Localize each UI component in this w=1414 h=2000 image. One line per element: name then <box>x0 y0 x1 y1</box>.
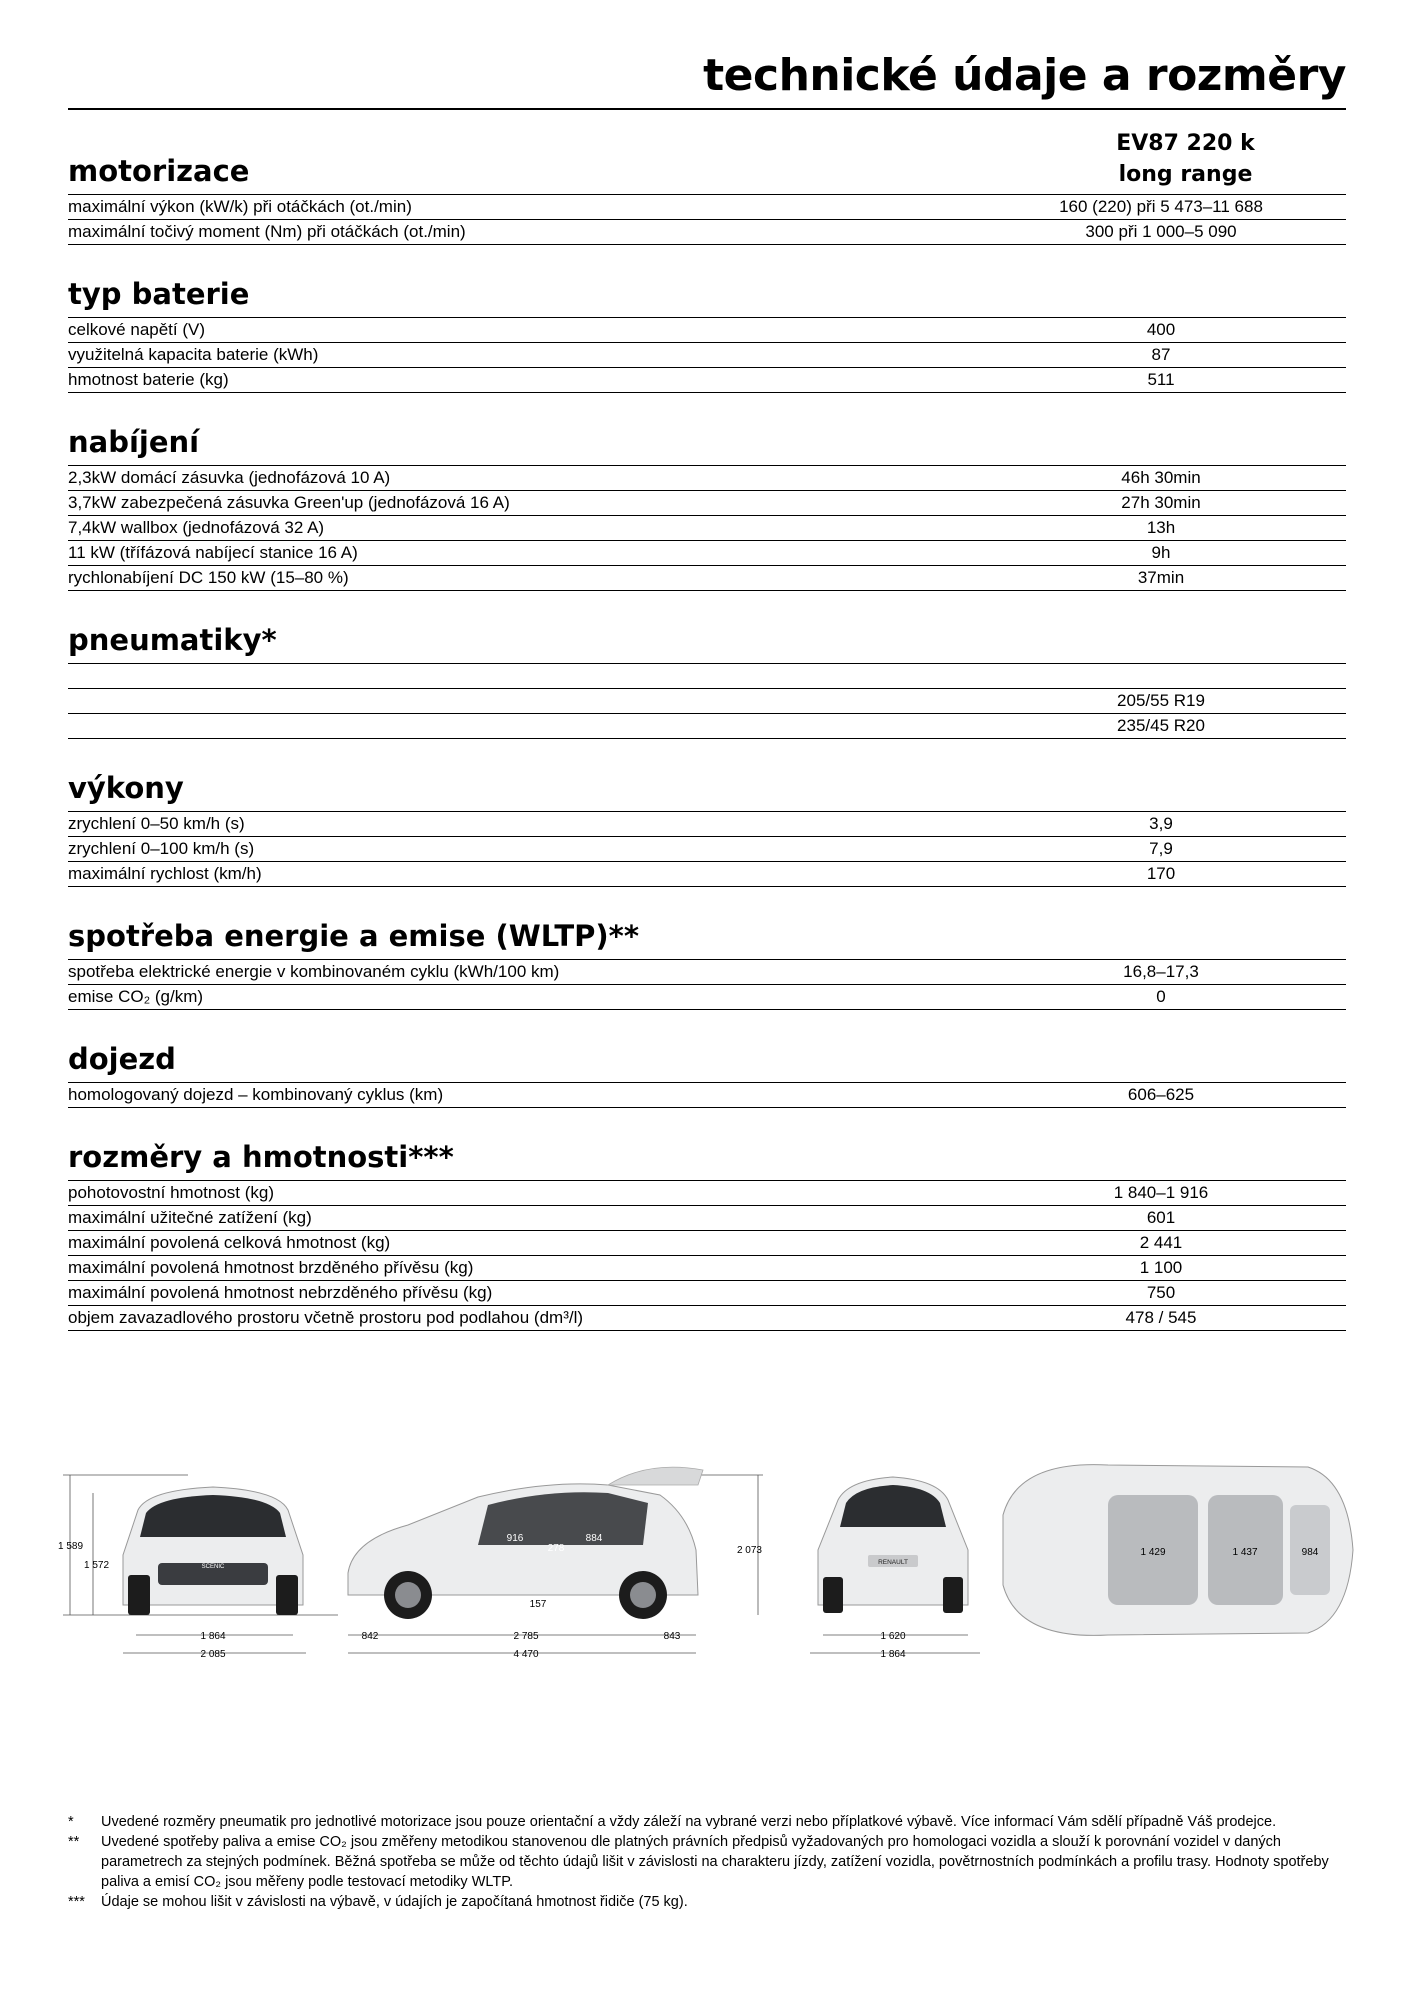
spec-label: spotřeba elektrické energie v kombinovaném cyklu (kWh/100 km) <box>68 962 560 981</box>
spec-value <box>1046 664 1276 688</box>
spec-table <box>68 1180 1346 1331</box>
spec-row <box>68 688 1346 713</box>
front-badge-label: SCENIC <box>201 1564 225 1570</box>
spec-value: 16,8–17,3 <box>1123 962 1199 981</box>
spec-label: pohotovostní hmotnost (kg) <box>68 1183 275 1202</box>
footnote-mark: ** <box>68 1834 80 1850</box>
side-view-car <box>348 1467 703 1619</box>
rear-badge-label: RENAULT <box>878 1559 908 1566</box>
footnote-mark: * <box>68 1814 74 1830</box>
model-header <box>1093 128 1278 190</box>
spec-value: 601 <box>1146 1208 1176 1227</box>
spec-row <box>68 1255 1346 1280</box>
section-title: typ baterie <box>68 277 250 311</box>
spec-label: emise CO₂ (g/km) <box>68 987 204 1006</box>
spec-value: 300 při 1 000–5 090 <box>1085 222 1237 241</box>
spec-label <box>68 664 1046 688</box>
title-divider <box>68 108 1346 110</box>
model-variant: long range <box>1118 162 1253 187</box>
tailgate-height-label: 2 073 <box>736 1545 762 1556</box>
spec-label <box>68 714 1046 738</box>
section-header <box>68 905 1346 959</box>
spec-row <box>68 540 1346 565</box>
footnote-text: Uvedené spotřeby paliva a emise CO₂ jsou změřeny metodikou stanovenou dle platných právních předpisů vyžadovaných pro homologaci vozidla a slouží k porovnání vozidel v daných parametrech za stejných podmínek. Běžná spotřeba se může od těchto údajů lišit v závislosti na charakteru jízdy, zatížení vozidla, povětrnostních podmínkách a profilu trasy. Hodnoty spotřeby paliva a emisí CO₂ jsou měřeny podle testovací metodiky WLTP. <box>101 1834 1329 1890</box>
spec-table <box>68 1082 1346 1108</box>
side-ground-clearance-label: 157 <box>529 1599 547 1610</box>
footnote <box>68 1892 1346 1912</box>
spec-section <box>68 1028 1346 1108</box>
top-rear-width-label: 1 437 <box>1232 1547 1258 1558</box>
spec-value: 160 (220) při 5 473–11 688 <box>1059 197 1263 216</box>
spec-value: 9h <box>1151 543 1171 562</box>
footnote <box>68 1832 1346 1892</box>
section-header <box>68 131 1346 194</box>
front-height-body-label: 1 572 <box>84 1560 110 1571</box>
spec-table <box>68 663 1346 739</box>
spec-value: 3,9 <box>1149 814 1173 833</box>
side-front-overhang-label: 842 <box>361 1631 379 1642</box>
spec-row <box>68 1181 1346 1205</box>
spec-section <box>68 757 1346 887</box>
spec-value: 0 <box>1156 987 1166 1006</box>
top-trunk-width-label: 984 <box>1301 1547 1319 1558</box>
section-title: spotřeba energie a emise (WLTP)** <box>68 919 640 953</box>
rear-width-label: 1 864 <box>880 1649 906 1660</box>
section-header <box>68 1126 1346 1180</box>
section-title: nabíjení <box>68 425 200 459</box>
spec-row <box>68 219 1346 244</box>
rear-track-label: 1 620 <box>880 1631 906 1642</box>
spec-row <box>68 836 1346 861</box>
section-header <box>68 609 1346 663</box>
spec-label: maximální výkon (kW/k) při otáčkách (ot./min) <box>68 197 412 216</box>
spec-value: 13h <box>1146 518 1176 537</box>
spec-row <box>68 1230 1346 1255</box>
footnote-mark: *** <box>68 1894 85 1910</box>
spec-value: 606–625 <box>1127 1085 1195 1104</box>
side-rear-overhang-label: 843 <box>663 1631 681 1642</box>
spec-label: 3,7kW zabezpečená zásuvka Green'up (jednofázová 16 A) <box>68 493 510 512</box>
spec-row <box>68 1305 1346 1330</box>
spec-label: maximální povolená hmotnost nebrzděného přívěsu (kg) <box>68 1283 493 1302</box>
spec-label: zrychlení 0–50 km/h (s) <box>68 814 245 833</box>
spec-row <box>68 713 1346 738</box>
section-header <box>68 1028 1346 1082</box>
spec-row <box>68 490 1346 515</box>
front-height-total-label: 1 589 <box>58 1541 84 1552</box>
spec-value: 87 <box>1151 345 1171 364</box>
front-view-car <box>123 1487 303 1615</box>
spec-value: 400 <box>1146 320 1176 339</box>
section-title: motorizace <box>68 154 250 188</box>
spec-value: 170 <box>1146 864 1176 883</box>
spec-row <box>68 195 1346 219</box>
spec-row <box>68 984 1346 1009</box>
spec-row <box>68 565 1346 590</box>
spec-label: celkové napětí (V) <box>68 320 206 339</box>
footnote-text: Údaje se mohou lišit v závislosti na výbavě, v údajích je započítaná hmotnost řidiče (75 kg). <box>101 1894 688 1910</box>
spec-row <box>68 466 1346 490</box>
spec-row <box>68 1280 1346 1305</box>
spec-value: 1 100 <box>1139 1258 1183 1277</box>
spec-row <box>68 664 1346 688</box>
spec-table <box>68 959 1346 1010</box>
spec-value: 1 840–1 916 <box>1113 1183 1209 1202</box>
vehicle-dimensions-figure <box>48 1455 1366 1695</box>
side-wheelbase-label: 2 785 <box>513 1631 539 1642</box>
spec-value: 27h 30min <box>1121 493 1201 512</box>
top-view-car <box>1003 1465 1353 1636</box>
side-legroom-label: 278 <box>547 1543 565 1554</box>
spec-label: maximální povolená celková hmotnost (kg) <box>68 1233 391 1252</box>
spec-label: 11 kW (třífázová nabíjecí stanice 16 A) <box>68 543 358 562</box>
spec-section <box>68 131 1346 245</box>
spec-table <box>68 465 1346 591</box>
side-length-label: 4 470 <box>513 1649 539 1660</box>
spec-label: maximální povolená hmotnost brzděného přívěsu (kg) <box>68 1258 474 1277</box>
spec-value: 478 / 545 <box>1125 1308 1197 1327</box>
spec-row <box>68 960 1346 984</box>
spec-section <box>68 609 1346 739</box>
spec-value: 7,9 <box>1149 839 1173 858</box>
spec-row <box>68 515 1346 540</box>
model-name: EV87 220 k <box>1116 131 1255 156</box>
spec-label: zrychlení 0–100 km/h (s) <box>68 839 255 858</box>
spec-row <box>68 1205 1346 1230</box>
spec-row <box>68 1083 1346 1107</box>
spec-label: hmotnost baterie (kg) <box>68 370 229 389</box>
spec-section <box>68 411 1346 591</box>
section-title: dojezd <box>68 1042 176 1076</box>
spec-label: maximální užitečné zatížení (kg) <box>68 1208 312 1227</box>
spec-value: 205/55 R19 <box>1117 691 1205 710</box>
section-title: rozměry a hmotnosti*** <box>68 1140 454 1174</box>
section-header <box>68 411 1346 465</box>
front-width-label: 2 085 <box>200 1649 226 1660</box>
spec-row <box>68 367 1346 392</box>
spec-table <box>68 317 1346 393</box>
top-front-width-label: 1 429 <box>1140 1547 1166 1558</box>
side-headroom-front-label: 916 <box>506 1533 524 1544</box>
page-title: technické údaje a rozměry <box>703 50 1346 101</box>
spec-section <box>68 263 1346 393</box>
spec-label: 7,4kW wallbox (jednofázová 32 A) <box>68 518 325 537</box>
spec-table <box>68 194 1346 245</box>
section-title: výkony <box>68 771 184 805</box>
section-header <box>68 757 1346 811</box>
spec-label: objem zavazadlového prostoru včetně prostoru pod podlahou (dm³/l) <box>68 1308 584 1327</box>
spec-section <box>68 905 1346 1010</box>
spec-label <box>68 689 1046 713</box>
footnotes <box>68 1812 1346 1912</box>
section-title: pneumatiky* <box>68 623 277 657</box>
spec-value: 2 441 <box>1139 1233 1183 1252</box>
spec-label: maximální točivý moment (Nm) při otáčkách (ot./min) <box>68 222 466 241</box>
spec-table <box>68 811 1346 887</box>
spec-label: využitelná kapacita baterie (kWh) <box>68 345 319 364</box>
spec-row <box>68 342 1346 367</box>
spec-value: 750 <box>1146 1283 1176 1302</box>
spec-value: 511 <box>1147 370 1175 389</box>
spec-value: 46h 30min <box>1121 468 1201 487</box>
spec-section <box>68 1126 1346 1331</box>
spec-label: homologovaný dojezd – kombinovaný cyklus (km) <box>68 1085 444 1104</box>
spec-row <box>68 812 1346 836</box>
footnote <box>68 1812 1346 1832</box>
spec-value: 37min <box>1137 568 1185 587</box>
side-headroom-rear-label: 884 <box>585 1533 603 1544</box>
footnote-text: Uvedené rozměry pneumatik pro jednotlivé motorizace jsou pouze orientační a vždy záleží na vybrané verzi nebo příplatkové výbavě. Více informací Vám sdělí případně Váš prodejce. <box>101 1814 1277 1830</box>
section-header <box>68 263 1346 317</box>
spec-label: maximální rychlost (km/h) <box>68 864 262 883</box>
spec-label: 2,3kW domácí zásuvka (jednofázová 10 A) <box>68 468 391 487</box>
spec-row <box>68 318 1346 342</box>
spec-value: 235/45 R20 <box>1117 716 1205 735</box>
spec-row <box>68 861 1346 886</box>
rear-view-car <box>818 1477 968 1613</box>
spec-label: rychlonabíjení DC 150 kW (15–80 %) <box>68 568 349 587</box>
spec-tables <box>68 131 1346 1349</box>
front-track-label: 1 864 <box>200 1631 226 1642</box>
